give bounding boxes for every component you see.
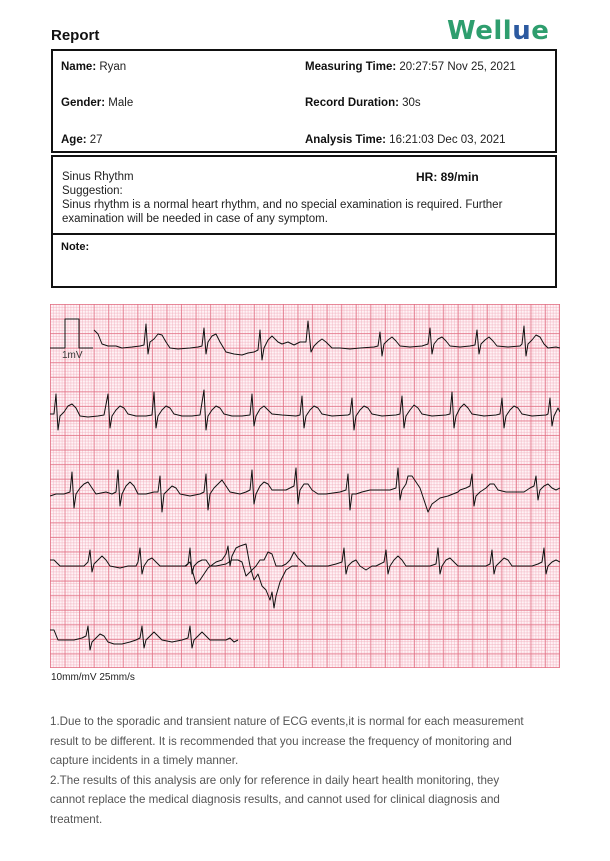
analysis-time: Analysis Time: 16:21:03 Dec 03, 2021: [305, 134, 506, 146]
analysis-result-box: [51, 155, 557, 235]
rhythm-result: Sinus Rhythm: [62, 171, 134, 183]
report-title: Report: [51, 27, 100, 44]
suggestion-text-2: examination will be needed in case of any symptom.: [62, 213, 328, 225]
disclaimer-line: treatment.: [50, 812, 103, 826]
suggestion-text-1: Sinus rhythm is a normal heart rhythm, and no special examination is required. Further: [62, 199, 503, 211]
heart-rate: HR: 89/min: [416, 170, 479, 184]
patient-name: Name: Ryan: [61, 61, 127, 73]
disclaimer-line: result to be different. It is recommended that you increase the frequency of monitoring and: [50, 734, 512, 748]
wellue-logo: Wellue: [447, 16, 550, 46]
patient-gender: Gender: Male: [61, 97, 134, 109]
ecg-strip: [50, 304, 560, 668]
measuring-time: Measuring Time: 20:27:57 Nov 25, 2021: [305, 61, 516, 73]
note-label: Note:: [61, 241, 90, 253]
ecg-trace: [50, 304, 560, 668]
patient-info-box: [51, 49, 557, 153]
note-box: [51, 233, 557, 288]
disclaimer-line: capture incidents in a timely manner.: [50, 754, 239, 768]
ecg-scale-label: 10mm/mV 25mm/s: [51, 672, 135, 683]
disclaimer-line: 2.The results of this analysis are only for reference in daily heart health monitoring, they: [50, 773, 500, 787]
disclaimer-line: 1.Due to the sporadic and transient nature of ECG events,it is normal for each measurement: [50, 715, 524, 728]
record-duration: Record Duration: 30s: [305, 97, 421, 109]
calibration-label: 1mV: [62, 350, 83, 361]
suggestion-label: Suggestion:: [62, 185, 123, 197]
calibration-pulse: [50, 319, 93, 348]
disclaimer-line: cannot replace the medical diagnosis results, and cannot used for clinical diagnosis and: [50, 793, 500, 807]
disclaimer: [50, 712, 565, 830]
patient-age: Age: 27: [61, 134, 103, 146]
